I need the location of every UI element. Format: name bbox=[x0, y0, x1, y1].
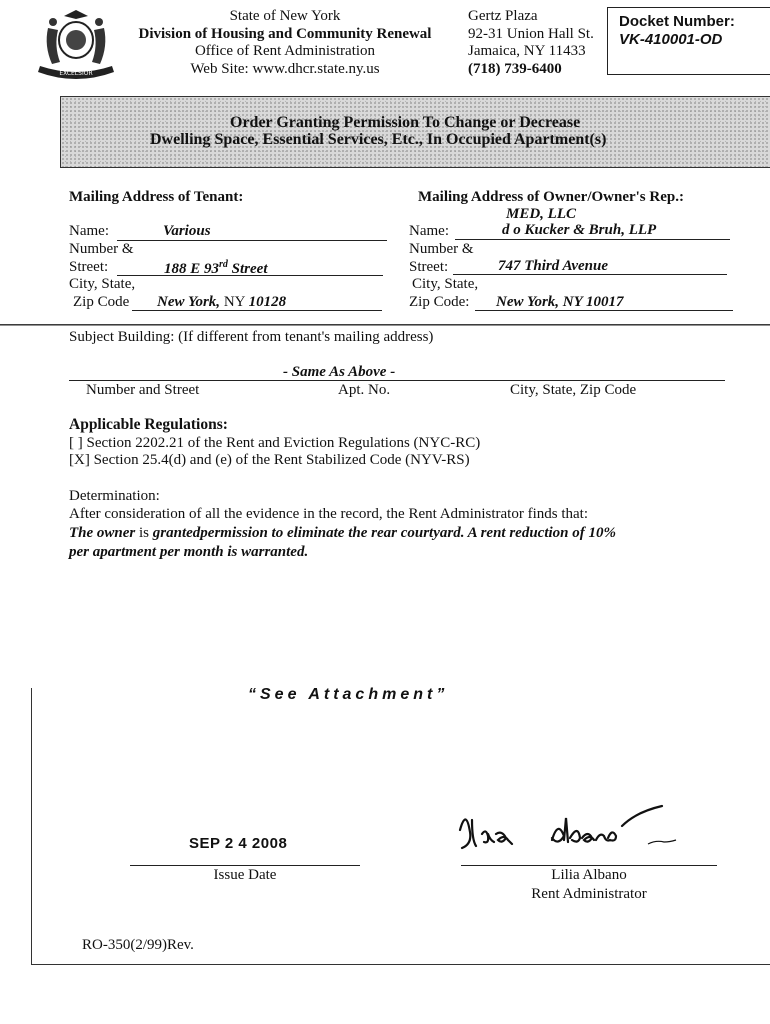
subject-building-label: Subject Building: (If different from tenant's mailing address) bbox=[69, 329, 434, 345]
tenant-heading: Mailing Address of Tenant: bbox=[69, 189, 244, 205]
owner-street-value: 747 Third Avenue bbox=[498, 258, 609, 274]
signer-name: Lilia Albano bbox=[551, 867, 627, 883]
owner-street-label: Street: bbox=[409, 259, 449, 275]
tenant-street-value: 188 E 93rd Street bbox=[164, 259, 268, 277]
date-stamp: SEP 2 4 2008 bbox=[189, 835, 288, 852]
page-frame-left bbox=[31, 688, 32, 964]
handwritten-signature-icon bbox=[452, 800, 682, 860]
issue-date-label: Issue Date bbox=[213, 867, 277, 883]
tenant-zip-label: Zip Code bbox=[73, 294, 130, 310]
regulation-item: [X] Section 25.4(d) and (e) of the Rent Stabilized Code (NYV-RS) bbox=[69, 452, 470, 468]
regulation-item: [ ] Section 2202.21 of the Rent and Eviction Regulations (NYC-RC) bbox=[69, 435, 481, 451]
owner-zip-label: Zip Code: bbox=[409, 294, 470, 310]
owner-zip-value: New York, NY 10017 bbox=[496, 294, 624, 310]
tenant-city-label: City, State, bbox=[69, 276, 136, 292]
tenant-number-label: Number & bbox=[69, 241, 134, 257]
owner-city-label: City, State, bbox=[412, 276, 479, 292]
determination-label: Determination: bbox=[69, 488, 160, 504]
subject-col-street: Number and Street bbox=[86, 382, 200, 398]
regulations-heading: Applicable Regulations: bbox=[69, 416, 228, 433]
agency-office: Office of Rent Administration bbox=[194, 43, 376, 59]
tenant-name-label: Name: bbox=[69, 223, 109, 239]
determination-order: The owner is grantedpermission to eliminate the rear courtyard. A rent reduction of 10% per apartment per month is warranted. bbox=[69, 525, 617, 560]
owner-number-label: Number & bbox=[409, 241, 474, 257]
subject-col-apt: Apt. No. bbox=[338, 382, 391, 398]
agency-division: Division of Housing and Community Renewal bbox=[138, 25, 432, 42]
docket-number: VK-410001-OD bbox=[619, 31, 723, 48]
office-address-line: Jamaica, NY 11433 bbox=[468, 43, 586, 59]
section-divider-line bbox=[0, 324, 770, 327]
regulation-checkbox: [ ] bbox=[69, 435, 83, 451]
page-frame-bottom bbox=[31, 964, 770, 965]
owner-name-line bbox=[455, 239, 730, 240]
svg-text:EXCELSIOR: EXCELSIOR bbox=[59, 70, 93, 77]
owner-heading: Mailing Address of Owner/Owner's Rep.: bbox=[418, 189, 684, 205]
agency-state: State of New York bbox=[229, 8, 341, 24]
owner-name-value: d o Kucker & Bruh, LLP bbox=[502, 222, 657, 238]
state-seal-icon bbox=[34, 6, 118, 82]
office-address-block bbox=[468, 8, 594, 78]
office-address-line: 92-31 Union Hall St. bbox=[468, 25, 594, 42]
issue-date-line bbox=[130, 865, 360, 866]
determination-finding: After consideration of all the evidence in the record, the Rent Administrator finds that: bbox=[69, 506, 589, 522]
subject-col-city: City, State, Zip Code bbox=[510, 382, 637, 398]
order-title-line2: Dwelling Space, Essential Services, Etc., In Occupied Apartment(s) bbox=[150, 131, 607, 148]
agency-website: Web Site: www.dhcr.state.ny.us bbox=[190, 60, 380, 77]
tenant-name-line bbox=[117, 240, 387, 241]
agency-name-block bbox=[120, 8, 450, 78]
signature-line bbox=[461, 865, 717, 866]
office-phone: (718) 739-6400 bbox=[468, 60, 562, 77]
tenant-zip-value: New York, NY 10128 bbox=[157, 294, 287, 310]
owner-company: MED, LLC bbox=[506, 206, 577, 222]
signer-title: Rent Administrator bbox=[531, 886, 647, 902]
office-address-line: Gertz Plaza bbox=[468, 8, 538, 24]
order-title-line1: Order Granting Permission To Change or Decrease bbox=[230, 114, 581, 131]
regulation-checkbox: [X] bbox=[69, 452, 90, 468]
tenant-name-value: Various bbox=[163, 223, 211, 239]
subject-building-value: - Same As Above - bbox=[283, 364, 396, 380]
tenant-street-label: Street: bbox=[69, 259, 109, 275]
form-number: RO-350(2/99)Rev. bbox=[82, 937, 194, 953]
owner-name-label: Name: bbox=[409, 223, 449, 239]
docket-label: Docket Number: bbox=[619, 13, 735, 30]
subject-building-line bbox=[69, 380, 725, 381]
see-attachment-note: “See Attachment” bbox=[248, 686, 449, 703]
